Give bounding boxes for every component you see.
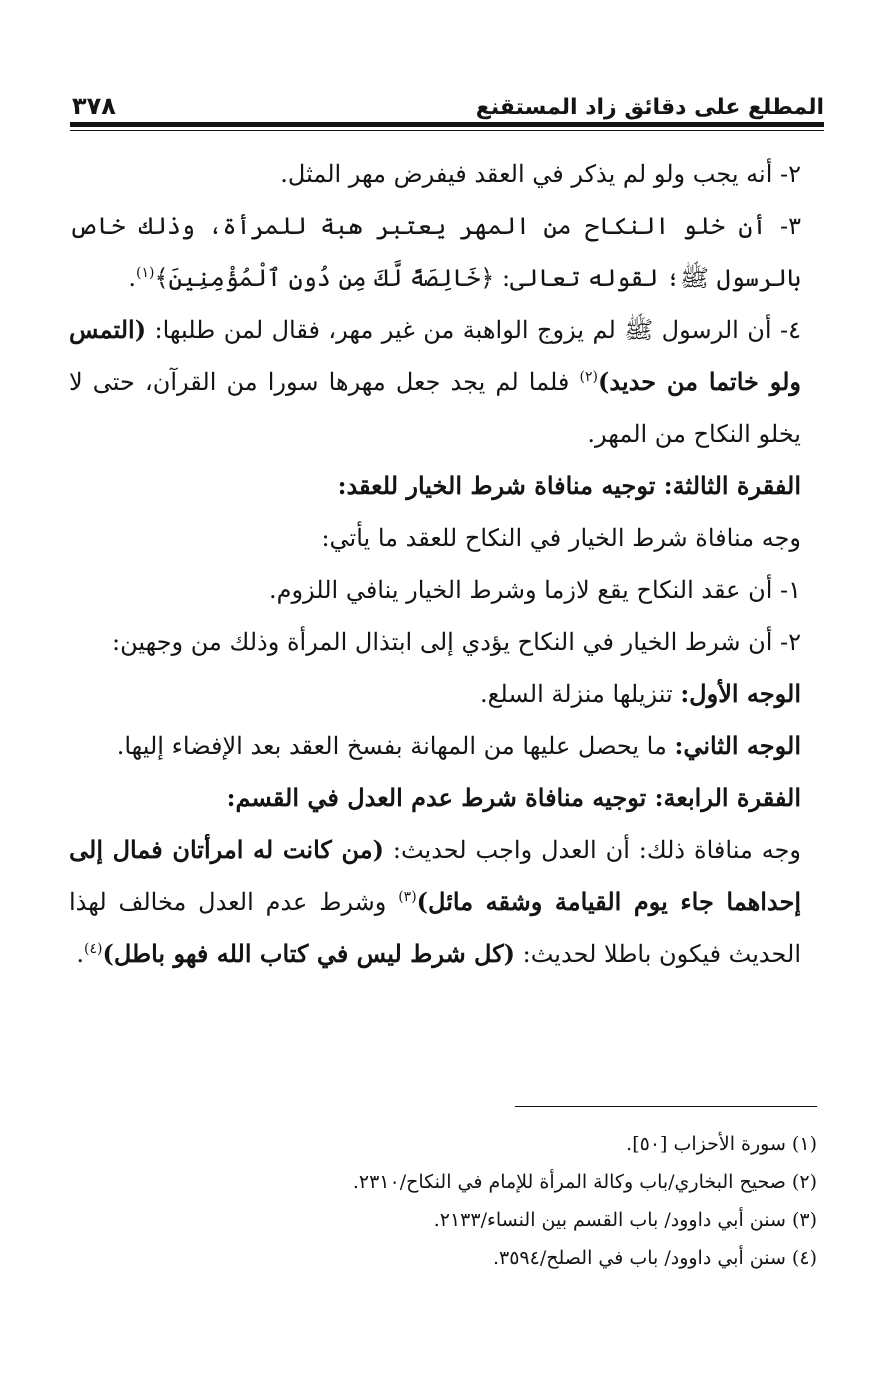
header-rule-thin xyxy=(70,130,824,131)
footnote-separator xyxy=(515,1106,817,1107)
page-number: ٣٧٨ xyxy=(72,92,116,120)
second-aspect: الوجه الثاني: ما يحصل عليها من المهانة بفسخ العقد بعد الإفضاء إليها. xyxy=(116,731,801,760)
paragraph-item-2: ٢- أنه يجب ولو لم يذكر في العقد فيفرض مهر المثل. xyxy=(280,160,801,188)
footnote-2: (٢) صحيح البخاري/باب وكالة المرأة للإمام في النكاح/٢٣١٠. xyxy=(352,1171,817,1193)
first-aspect: الوجه الأول: تنزيلها منزلة السلع. xyxy=(480,679,801,708)
book-title: المطلع على دقائق زاد المستقنع xyxy=(475,95,824,120)
main-text xyxy=(69,148,819,980)
footnote-4: (٤) سنن أبي داوود/ باب في الصلح/٣٥٩٤. xyxy=(492,1247,817,1269)
section-heading-4: الفقرة الرابعة: توجيه منافاة شرط عدم العدل في القسم: xyxy=(226,783,801,812)
footnotes xyxy=(57,1125,817,1277)
hadith-quote: (من كانت له امرأتان فمال إلى إحداهما جاء يوم القيامة وشقه مائل) xyxy=(69,835,802,916)
header-rule-thick xyxy=(70,122,824,127)
hadith-quote: (كل شرط ليس في كتاب الله فهو باطل) xyxy=(102,939,516,968)
hadith-quote: (التمس ولو خاتما من حديد) xyxy=(69,315,801,396)
footnote-ref-4[interactable]: (٤) xyxy=(84,941,103,957)
section-3-item-1: ١- أن عقد النكاح يقع لازما وشرط الخيار ينافي اللزوم. xyxy=(268,576,801,604)
footnote-3: (٣) سنن أبي داوود/ باب القسم بين النساء/٢١٣٣. xyxy=(433,1209,817,1231)
footnote-ref-3[interactable]: (٣) xyxy=(398,889,417,905)
footnote-ref-2[interactable]: (٢) xyxy=(579,369,598,385)
section-3-item-2: ٢- أن شرط الخيار في النكاح يؤدي إلى ابتذال المرأة وذلك من وجهين: xyxy=(112,628,801,656)
section-heading-3: الفقرة الثالثة: توجيه منافاة شرط الخيار للعقد: xyxy=(337,471,801,500)
footnote-1: (١) سورة الأحزاب [٥٠]. xyxy=(626,1133,817,1155)
footnote-ref-1[interactable]: (١) xyxy=(135,265,155,281)
section-4-text: وجه منافاة ذلك: أن العدل واجب لحديث: (من كانت له امرأتان فمال إلى إحداهما جاء يوم القيامة وشقه مائل)$^{(٣)}$ وشرط عدم العدل مخالف لهذا الحديث فيكون باطلا لحديث: (كل شرط ليس في كتاب الله فهو باطل)$^{(٤)}$. xyxy=(69,835,802,968)
section-3-intro: وجه منافاة شرط الخيار في النكاح للعقد ما يأتي: xyxy=(321,524,801,552)
paragraph-item-3: ٣- أن خلو النكاح من المهر يعتبر هبة للمرأة، وذلك خاص بالرسول ﷺ؛ لقوله تعالى: ﴿خَالِصَةً لَّكَ مِن دُونِ ٱلْمُؤْمِنِينَ﴾$^{(١)}$. xyxy=(69,212,801,292)
page-header xyxy=(72,78,824,120)
paragraph-item-4: ٤- أن الرسول ﷺ لم يزوج الواهبة من غير مهر، فقال لمن طلبها: (التمس ولو خاتما من حديد)$^{(٢)}$ فلما لم يجد جعل مهرها سورا من القرآن، حتى لا يخلو النكاح من المهر. xyxy=(69,315,801,448)
